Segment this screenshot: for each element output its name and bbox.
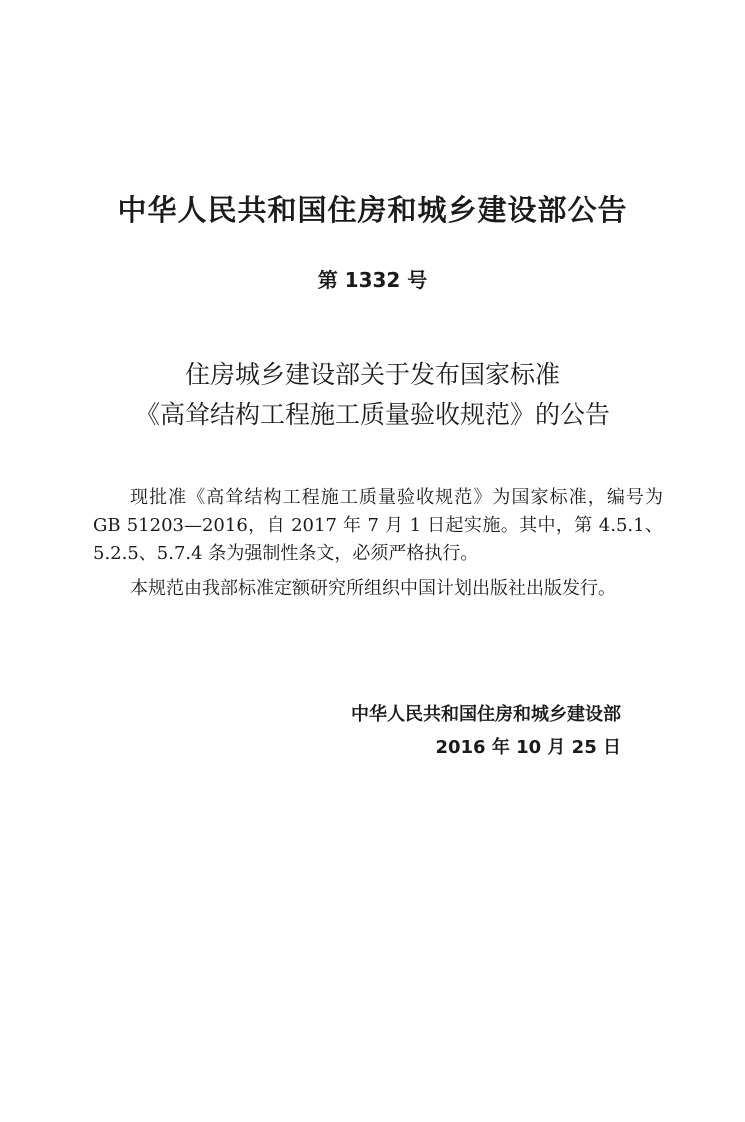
notice-subject-line-2: 《高耸结构工程施工质量验收规范》的公告	[134, 400, 610, 429]
signature-date: 2016 年 10 月 25 日	[435, 737, 621, 758]
ministry-title: 中华人民共和国住房和城乡建设部公告	[117, 193, 628, 227]
signature-organization: 中华人民共和国住房和城乡建设部	[351, 704, 621, 725]
notice-number: 第 1332 号	[317, 268, 428, 292]
body-paragraph-2: 本规范由我部标准定额研究所组织中国计划出版社出版发行。	[130, 578, 616, 599]
body-paragraph-1: 现批准《高耸结构工程施工质量验收规范》为国家标准，编号为 GB 51203—2016，自 2017 年 7 月 1 日起实施。其中，第 4.5.1、5.2.5、5.7.4 条为强制性条文，必须严格执行。	[93, 487, 663, 564]
notice-subject-line-1: 住房城乡建设部关于发布国家标准	[184, 360, 560, 389]
